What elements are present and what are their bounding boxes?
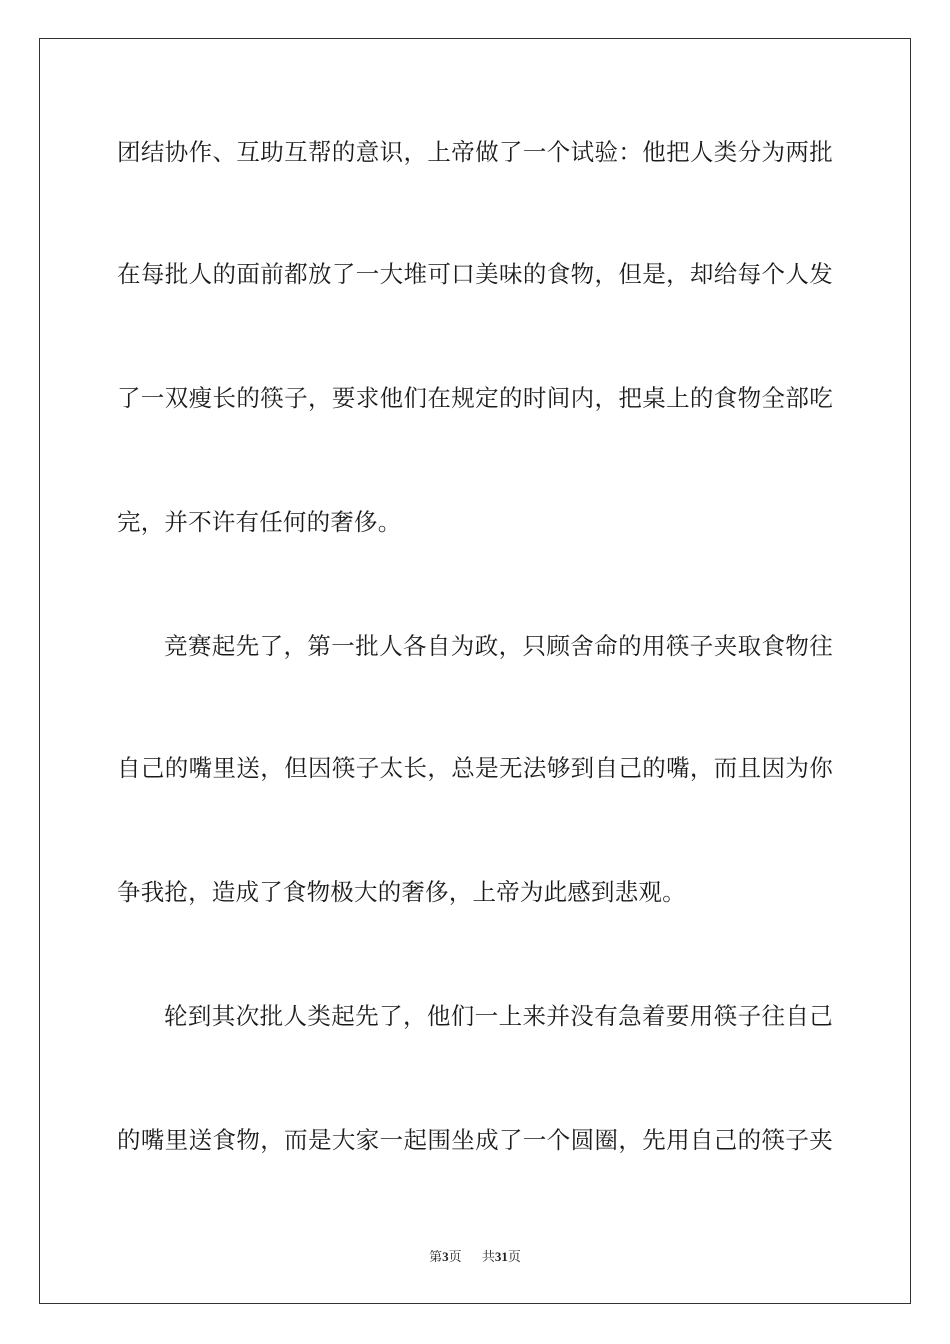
paragraph-line: 竞赛起先了，第一批人各自为政，只顾舍命的用筷子夹取食物往 xyxy=(164,632,833,660)
total-pages: 共31页 xyxy=(481,1249,521,1265)
paragraph-line: 自己的嘴里送，但因筷子太长，总是无法够到自己的嘴，而且因为你 xyxy=(117,754,833,782)
page-footer xyxy=(0,1248,950,1267)
page-border xyxy=(39,38,911,1304)
page-number: 第3页 xyxy=(429,1249,462,1265)
paragraph-line: 了一双瘦长的筷子，要求他们在规定的时间内，把桌上的食物全部吃 xyxy=(117,384,833,412)
paragraph-line: 争我抢，造成了食物极大的奢侈，上帝为此感到悲观。 xyxy=(117,878,686,906)
paragraph-line: 在每批人的面前都放了一大堆可口美味的食物，但是，却给每个人发 xyxy=(117,260,833,288)
paragraph-line: 团结协作、互助互帮的意识，上帝做了一个试验：他把人类分为两批 xyxy=(117,138,833,166)
paragraph-line: 轮到其次批人类起先了，他们一上来并没有急着要用筷子往自己 xyxy=(164,1002,833,1030)
paragraph-line: 完，并不许有任何的奢侈。 xyxy=(117,508,402,536)
paragraph-line: 的嘴里送食物，而是大家一起围坐成了一个圆圈，先用自己的筷子夹 xyxy=(117,1126,833,1154)
